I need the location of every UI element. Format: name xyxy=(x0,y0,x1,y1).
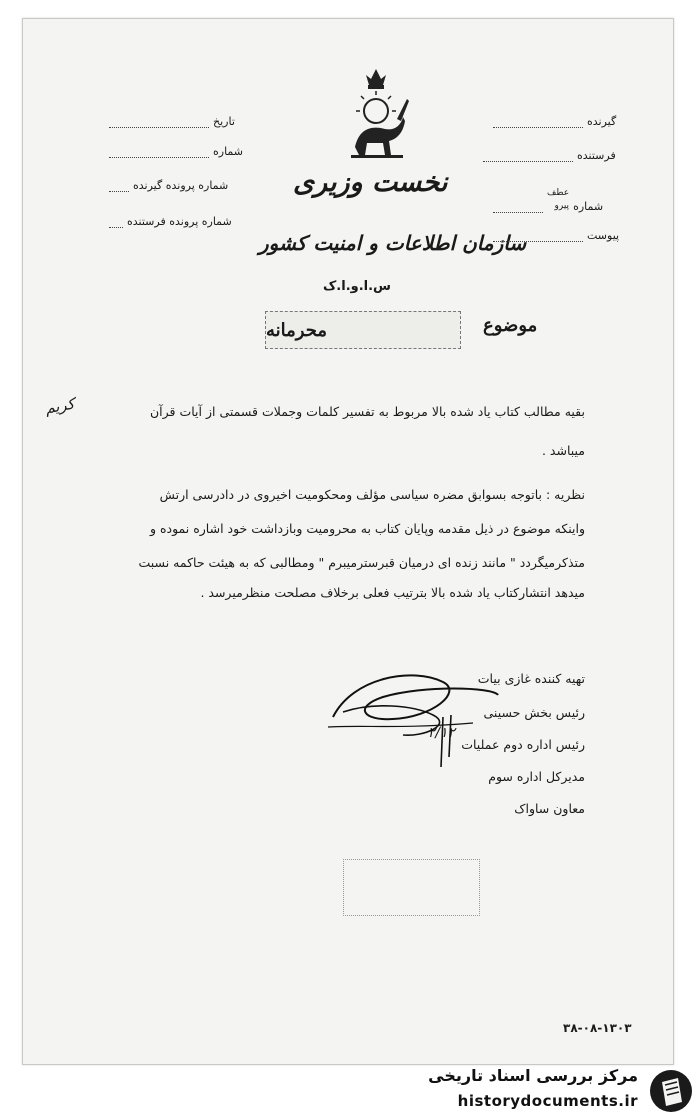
deputy-savak: معاون ساواک xyxy=(514,801,585,816)
recipient-field xyxy=(493,115,616,128)
number-dots-left xyxy=(109,147,209,158)
footer-website: historydocuments.ir xyxy=(457,1092,638,1110)
document-page xyxy=(22,18,674,1065)
document-number: ۳۸-۰۸-۱۳۰۳ xyxy=(563,1021,632,1035)
atf-tag: عطف xyxy=(547,188,570,198)
director-general: مدیرکل اداره سوم xyxy=(488,769,585,784)
sender-file-dots xyxy=(109,217,123,228)
peyro-tag: پیرو xyxy=(554,201,570,211)
head-department: رئیس اداره دوم عملیات xyxy=(461,737,585,752)
number-field-left xyxy=(109,145,243,158)
opinion-line-2: واینکه موضوع در ذیل مقدمه وپایان کتاب به محرومیت وبازداشت خود اشاره نموده و xyxy=(149,521,585,536)
handwritten-note: کریم xyxy=(43,394,76,418)
archive-logo-icon xyxy=(648,1068,694,1114)
date-field xyxy=(109,115,235,128)
footer-org-name: مرکز بررسی اسناد تاریخی xyxy=(428,1066,638,1085)
attachment-label: پیوست xyxy=(587,229,620,242)
number-dots-right xyxy=(493,202,543,213)
opinion-line-3: متذکرمیگردد " مانند زنده ای درمیان قبرسترمیبرم " ومطالبی که به هیئت حاکمه نسبت xyxy=(138,555,585,570)
handwritten-signature-icon xyxy=(323,657,513,777)
body-line-2: میباشد . xyxy=(541,443,585,458)
title-sub: سازمان اطلاعات و امنیت کشور xyxy=(259,231,527,255)
recipient-label: گیرنده xyxy=(587,115,617,128)
date-label: تاریخ xyxy=(213,115,235,128)
number-field-right xyxy=(493,187,603,213)
recipient-file-dots xyxy=(109,181,129,192)
number-label-left: شماره xyxy=(213,145,244,158)
number-label-right: شماره xyxy=(573,200,604,213)
lion-and-sun-emblem-icon xyxy=(341,69,411,164)
number-subtags xyxy=(547,187,569,213)
signature-date: ۲/۱۲ xyxy=(427,725,455,741)
footer-watermark xyxy=(400,1062,700,1118)
opinion-line-1: نظریه : باتوجه بسوابق مضره سیاسی مؤلف ومحکومیت اخیروی در دادرسی ارتش xyxy=(159,487,585,502)
date-dots xyxy=(109,117,209,128)
sender-file-field xyxy=(109,215,232,228)
subject-value: محرمانه xyxy=(266,319,327,341)
sender-dots xyxy=(483,151,573,162)
attachment-field xyxy=(493,229,619,242)
recipient-dots xyxy=(493,117,583,128)
prepared-by: تهیه کننده غازی بیات xyxy=(477,671,585,686)
ref-code: س.ا.و.ا.ک xyxy=(323,279,391,294)
opinion-line-4: میدهد انتشارکتاب یاد شده بالا بترتیب فعلی برخلاف مصلحت منظرمیرسد . xyxy=(200,585,585,600)
sender-label: فرستنده xyxy=(577,149,616,162)
recipient-file-label: شماره پرونده گیرنده xyxy=(133,179,229,192)
body-line-1: بقیه مطالب کتاب یاد شده بالا مربوط به تفسیر کلمات وجملات قسمتی از آیات قرآن xyxy=(149,404,585,419)
subject-label: موضوع xyxy=(483,315,538,336)
sender-file-label: شماره پرونده فرستنده xyxy=(127,215,232,228)
stamp-area xyxy=(343,859,480,916)
title-main: نخست وزیری xyxy=(293,167,448,198)
head-section: رئیس بخش حسینی xyxy=(483,705,585,720)
recipient-file-field xyxy=(109,179,228,192)
attachment-dots xyxy=(493,231,583,242)
subject-box xyxy=(265,311,461,349)
sender-field xyxy=(483,149,616,162)
